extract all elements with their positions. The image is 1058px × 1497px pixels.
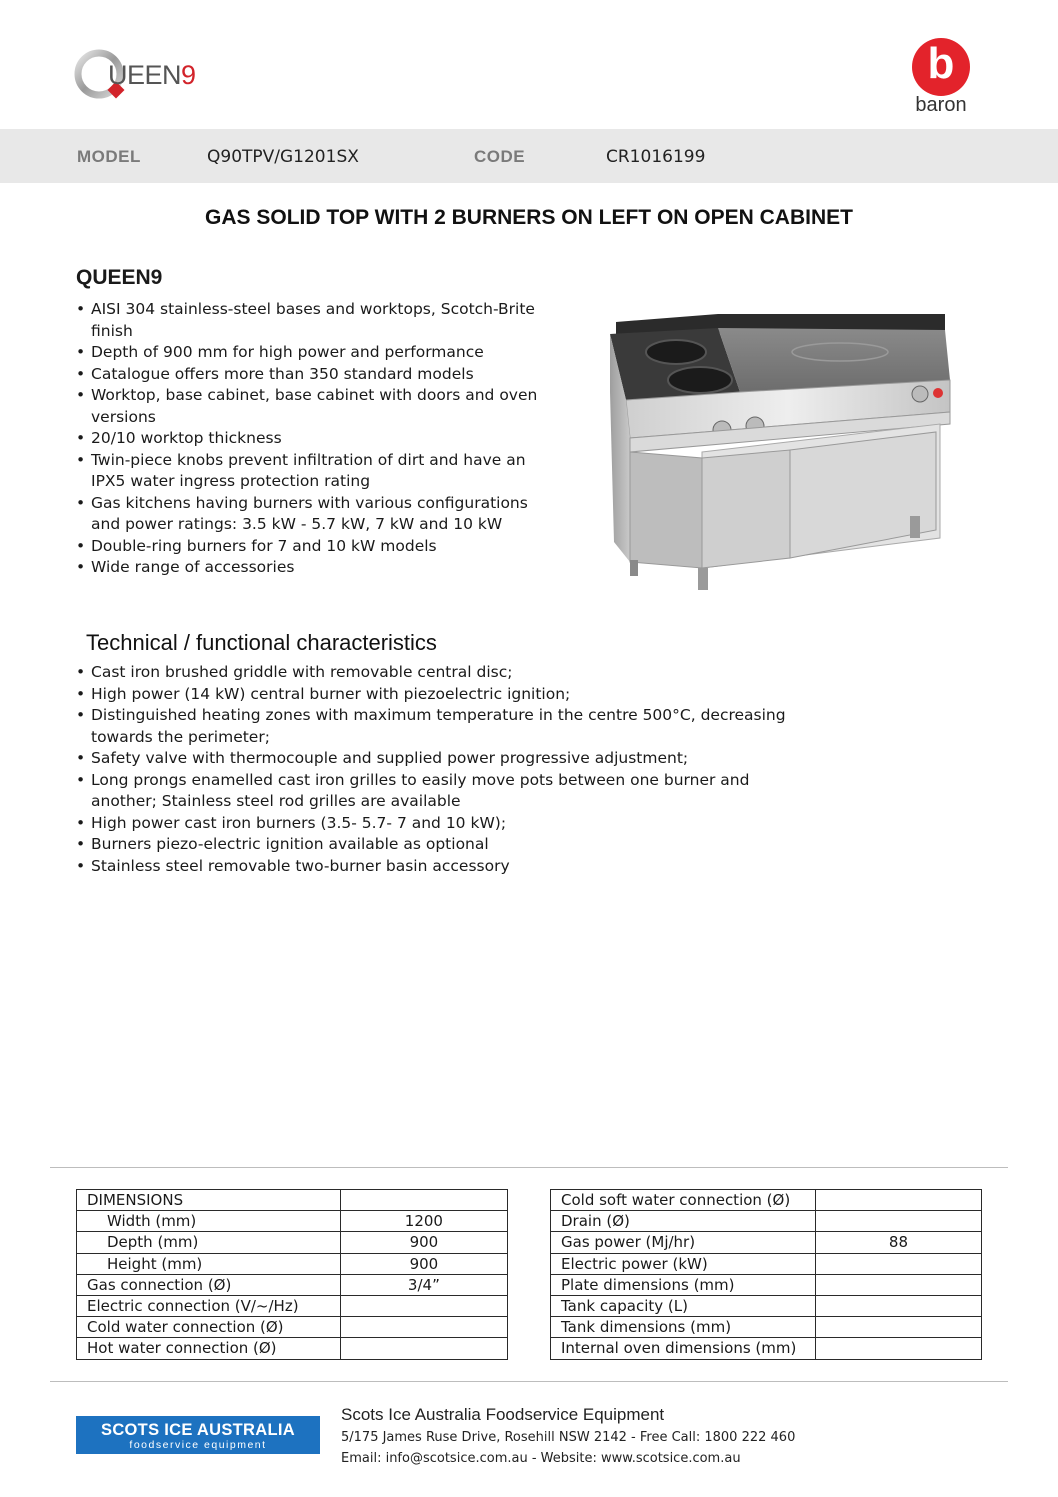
spec-label: Cold soft water connection (Ø) (551, 1190, 816, 1211)
queen9-logo-text: UEEN (108, 60, 182, 90)
list-item: • Wide range of accessories (76, 557, 556, 579)
feature-list (76, 299, 556, 579)
spec-label: Cold water connection (Ø) (77, 1317, 341, 1338)
list-item: • AISI 304 stainless-steel bases and worktops, Scotch-Brite finish (76, 299, 556, 342)
spec-value (815, 1338, 981, 1359)
spec-label: DIMENSIONS (77, 1190, 341, 1211)
spec-value: 1200 (340, 1211, 507, 1232)
spec-value: 3/4” (340, 1274, 507, 1295)
table-row (551, 1211, 982, 1232)
spec-table-right (550, 1189, 982, 1360)
spec-value: 900 (340, 1253, 507, 1274)
spec-value: 900 (340, 1232, 507, 1253)
footer-contact: Email: info@scotsice.com.au - Website: www.scotsice.com.au (341, 1451, 741, 1466)
list-item: • Gas kitchens having burners with various configurations and power ratings: 3.5 kW - 5.7 kW, 7 kW and 10 kW (76, 493, 556, 536)
scots-ice-logo-title: SCOTS ICE AUSTRALIA (101, 1421, 295, 1439)
spec-value (340, 1190, 507, 1211)
spec-label: Gas connection (Ø) (77, 1274, 341, 1295)
spec-value: 88 (815, 1232, 981, 1253)
model-label: MODEL (77, 147, 141, 166)
scots-ice-logo-subtitle: foodservice equipment (129, 1439, 267, 1451)
spec-value (815, 1211, 981, 1232)
list-item: • 20/10 worktop thickness (76, 428, 556, 450)
spec-label: Tank dimensions (mm) (551, 1317, 816, 1338)
spec-value (815, 1295, 981, 1316)
table-row (551, 1317, 982, 1338)
spec-value (340, 1317, 507, 1338)
list-item: • Stainless steel removable two-burner basin accessory (76, 856, 876, 878)
code-label: CODE (474, 147, 526, 166)
spec-label: Tank capacity (L) (551, 1295, 816, 1316)
section-heading-technical: Technical / functional characteristics (86, 630, 437, 655)
queen9-logo (74, 46, 234, 106)
list-item: • Double-ring burners for 7 and 10 kW models (76, 536, 556, 558)
product-image (590, 272, 982, 612)
table-row (77, 1317, 508, 1338)
table-row (551, 1232, 982, 1253)
list-item: • Safety valve with thermocouple and supplied power progressive adjustment; (76, 748, 876, 770)
list-item: • High power (14 kW) central burner with piezoelectric ignition; (76, 684, 876, 706)
list-item: • High power cast iron burners (3.5- 5.7- 7 and 10 kW); (76, 813, 876, 835)
page-title: GAS SOLID TOP WITH 2 BURNERS ON LEFT ON OPEN CABINET (205, 206, 853, 229)
list-item: • Distinguished heating zones with maximum temperature in the centre 500°C, decreasing towards the perimeter; (76, 705, 876, 748)
model-value: Q90TPV/G1201SX (207, 147, 359, 167)
table-row (77, 1190, 508, 1211)
baron-logo-mark: b (912, 38, 970, 96)
scots-ice-logo (76, 1416, 320, 1454)
spec-label: Height (mm) (77, 1253, 341, 1274)
table-row (551, 1253, 982, 1274)
code-value: CR1016199 (606, 147, 706, 167)
baron-logo-text: baron (915, 94, 967, 116)
spec-label: Internal oven dimensions (mm) (551, 1338, 816, 1359)
divider (50, 1167, 1008, 1168)
table-row (77, 1211, 508, 1232)
section-heading-queen9: QUEEN9 (76, 266, 163, 289)
divider (50, 1381, 1008, 1382)
table-row (551, 1338, 982, 1359)
table-row (77, 1253, 508, 1274)
spec-label: Electric connection (V/~/Hz) (77, 1295, 341, 1316)
spec-label: Drain (Ø) (551, 1211, 816, 1232)
list-item: • Depth of 900 mm for high power and performance (76, 342, 556, 364)
spec-label: Hot water connection (Ø) (77, 1338, 341, 1359)
technical-list (76, 662, 876, 877)
list-item: • Twin-piece knobs prevent infiltration of dirt and have an IPX5 water ingress protection rating (76, 450, 556, 493)
table-row (77, 1338, 508, 1359)
table-row (551, 1295, 982, 1316)
list-item: • Burners piezo-electric ignition available as optional (76, 834, 876, 856)
list-item: • Catalogue offers more than 350 standard models (76, 364, 556, 386)
spec-label: Electric power (kW) (551, 1253, 816, 1274)
spec-label: Plate dimensions (mm) (551, 1274, 816, 1295)
table-row (77, 1274, 508, 1295)
spec-label: Width (mm) (77, 1211, 341, 1232)
spec-value (815, 1190, 981, 1211)
footer-address: 5/175 James Ruse Drive, Rosehill NSW 2142 - Free Call: 1800 222 460 (341, 1430, 796, 1445)
spec-value (340, 1338, 507, 1359)
spec-label: Gas power (Mj/hr) (551, 1232, 816, 1253)
list-item: • Cast iron brushed griddle with removable central disc; (76, 662, 876, 684)
list-item: • Worktop, base cabinet, base cabinet with doors and oven versions (76, 385, 556, 428)
table-row (77, 1295, 508, 1316)
list-item: • Long prongs enamelled cast iron grilles to easily move pots between one burner and another; Stainless steel rod grilles are available (76, 770, 876, 813)
spec-value (815, 1274, 981, 1295)
spec-value (815, 1253, 981, 1274)
baron-logo (904, 38, 978, 118)
model-bar (0, 129, 1058, 183)
footer-company: Scots Ice Australia Foodservice Equipment (341, 1405, 665, 1424)
spec-label: Depth (mm) (77, 1232, 341, 1253)
spec-value (340, 1295, 507, 1316)
spec-value (815, 1317, 981, 1338)
table-row (551, 1274, 982, 1295)
queen9-logo-accent: 9 (181, 60, 196, 90)
spec-table-left (76, 1189, 508, 1360)
table-row (77, 1232, 508, 1253)
table-row (551, 1190, 982, 1211)
